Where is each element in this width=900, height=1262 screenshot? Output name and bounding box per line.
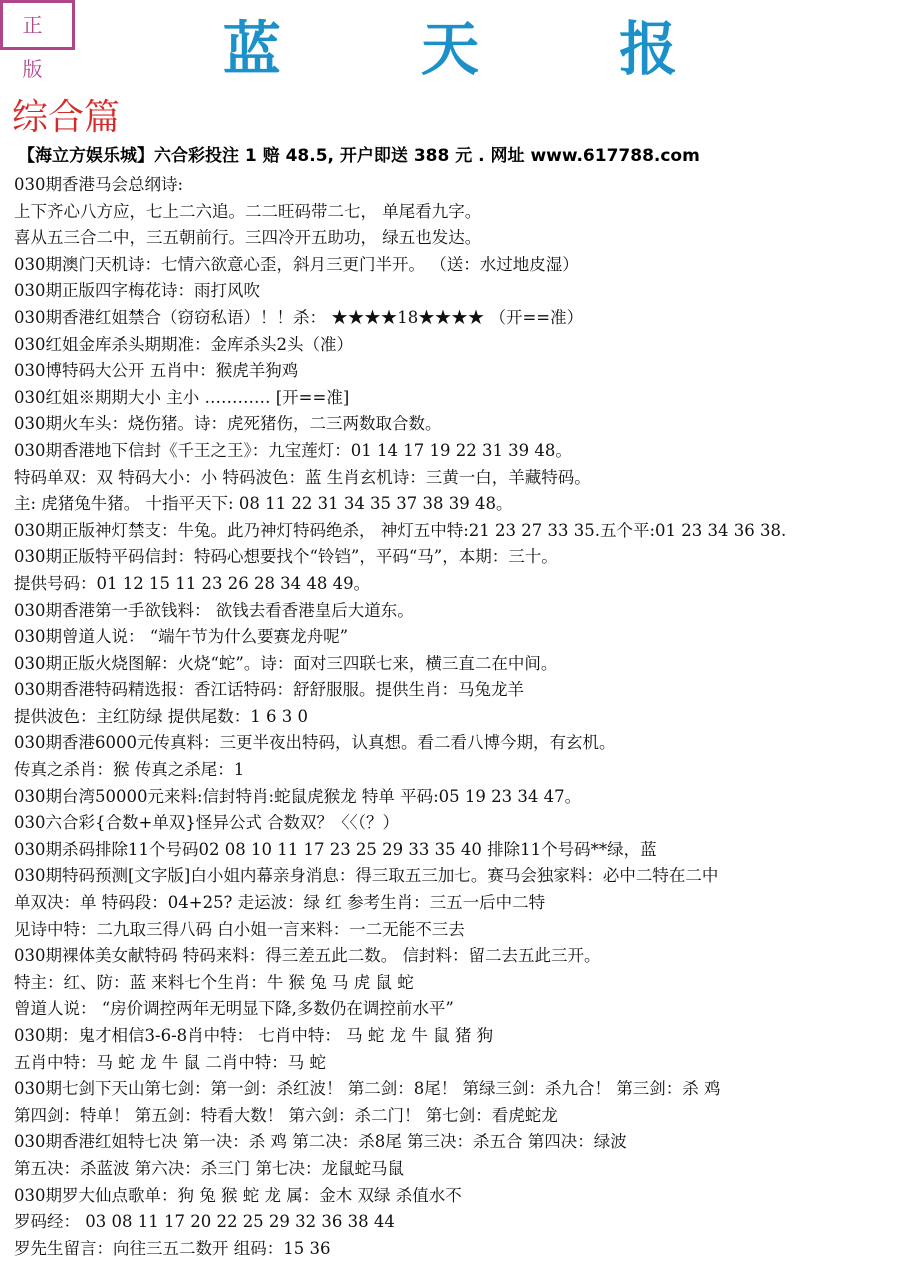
- content-line: 030六合彩{合数+单双}怪异公式 合数双？〈〈（？）: [14, 813, 400, 833]
- content-line: 罗先生留言：向往三五二数开 组码：15 36: [14, 1238, 331, 1258]
- content-line: 030期澳门天机诗：七情六欲意心歪，斜月三更门半开。 （送：水过地皮湿）: [14, 254, 579, 274]
- content-line: 曾道人说： “房价调控两年无明显下降,多数仍在调控前水平”: [14, 999, 454, 1019]
- content-line: 五肖中特：马 蛇 龙 牛 鼠 二肖中特：马 蛇: [14, 1052, 326, 1072]
- content-line: 030期香港6000元传真料：三更半夜出特码，认真想。看二看八博今期，有玄机。: [14, 733, 616, 753]
- content-line: 特码单双：双 特码大小：小 特码波色：蓝 生肖玄机诗：三黄一白，羊藏特码。: [14, 467, 591, 487]
- content-line: 提供波色：主红防绿 提供尾数：1 6 3 0: [14, 706, 308, 726]
- content-line: 030期香港马会总纲诗:: [14, 175, 184, 194]
- content-line: 030期正版四字梅花诗：雨打风吹: [14, 281, 260, 301]
- content-line: 第五决：杀蓝波 第六决：杀三门 第七决：龙鼠蛇马鼠: [14, 1158, 404, 1178]
- ad-banner: 【海立方娱乐城】六合彩投注 1 赔 48.5, 开户即送 388 元 . 网址 www.617788.com: [18, 146, 700, 166]
- content-line: 第四剑：特单！ 第五剑：特看大数！ 第六剑：杀二门！ 第七剑：看虎蛇龙: [14, 1105, 558, 1125]
- content-line: 030期杀码排除11个号码02 08 10 11 17 23 25 29 33 35 40 排除11个号码**绿，蓝: [14, 839, 657, 859]
- page-title: 蓝 天 报: [222, 15, 738, 83]
- content-line: 030期罗大仙点歌单：狗 兔 猴 蛇 龙 属：金木 双绿 杀值水不: [14, 1185, 462, 1205]
- content-line: 特主：红、防：蓝 来料七个生肖：牛 猴 兔 马 虎 鼠 蛇: [14, 972, 414, 992]
- content-line: 030期：鬼才相信3-6-8肖中特： 七肖中特： 马 蛇 龙 牛 鼠 猪 狗: [14, 1026, 494, 1045]
- edition-badge: 正 版: [0, 0, 75, 50]
- content-line: 030期正版神灯禁支：牛兔。此乃神灯特码绝杀， 神灯五中特:21 23 27 33 35.五个平:01 23 34 36 38.: [14, 520, 787, 540]
- content-line: 030期曾道人说： “端午节为什么要赛龙舟呢”: [14, 627, 349, 647]
- content-line: 030期七剑下天山第七剑：第一剑：杀红波！ 第二剑：8尾！ 第绿三剑：杀九合！ 第三剑：杀 鸡: [14, 1079, 721, 1099]
- content-line: 030期裸体美女献特码 特码来料：得三差五此二数。 信封料：留二去五此三开。: [14, 946, 601, 966]
- content-line: 主: 虎猪兔牛猪。 十指平天下: 08 11 22 31 34 35 37 38 39 48。: [14, 494, 513, 514]
- content-line: 030期火车头：烧伤猪。诗：虎死猪伤，二三两数取合数。: [14, 414, 442, 434]
- content-line: 单双决：单 特码段：04+25? 走运波：绿 红 参考生肖：三五一后中二特: [14, 893, 546, 913]
- content-line: 030期香港红姐特七决 第一决：杀 鸡 第二决：杀8尾 第三决：杀五合 第四决：绿波: [14, 1132, 627, 1152]
- content-line: 030期台湾50000元来料:信封特肖:蛇鼠虎猴龙 特单 平码:05 19 23 34 47。: [14, 786, 582, 806]
- content-line: 030期香港特码精选报：香江话特码：舒舒服服。提供生肖：马兔龙羊: [14, 680, 524, 700]
- content-line: 030期正版火烧图解：火烧“蛇”。诗：面对三四联七来，横三直二在中间。: [14, 653, 558, 673]
- content-line: 上下齐心八方应，七上二六追。二二旺码带二七， 单尾看九字。: [14, 201, 482, 221]
- content-lines: [14, 172, 900, 1262]
- content-line: 罗码经： 03 08 11 17 20 22 25 29 32 36 38 44: [14, 1212, 395, 1232]
- content-line: 030期正版特平码信封：特码心想要找个“铃铛”，平码“马”，本期：三十。: [14, 547, 558, 567]
- content-line: 喜从五三合二中，三五朝前行。三四冷开五助功， 绿五也发达。: [14, 228, 482, 248]
- content-line: 传真之杀肖：猴 传真之杀尾：1: [14, 760, 245, 780]
- content-line: 030期香港第一手欲钱料： 欲钱去看香港皇后大道东。: [14, 600, 414, 620]
- content-line: 030红姐金库杀头期期准：金库杀头2头（准）: [14, 334, 353, 354]
- content-line: 030红姐※期期大小 主小 ………… [开==准]: [14, 387, 350, 407]
- content-line: 030期香港地下信封《千王之王》：九宝莲灯：01 14 17 19 22 31 39 48。: [14, 440, 572, 460]
- content-line: 030期特码预测[文字版]白小姐内幕亲身消息：得三取五三加七。赛马会独家料：必中二特在二中: [14, 866, 719, 886]
- content-line: 030期香港红姐禁合（窃窃私语）！！杀： ★★★★18★★★★ （开==准）: [14, 307, 584, 327]
- content-line: 提供号码：01 12 15 11 23 26 28 34 48 49。: [14, 573, 371, 593]
- content-line: 030博特码大公开 五肖中：猴虎羊狗鸡: [14, 361, 299, 381]
- section-title: 综合篇: [12, 97, 121, 138]
- content-line: 见诗中特：二九取三得八码 白小姐一言来料：一二无能不三去: [14, 919, 465, 939]
